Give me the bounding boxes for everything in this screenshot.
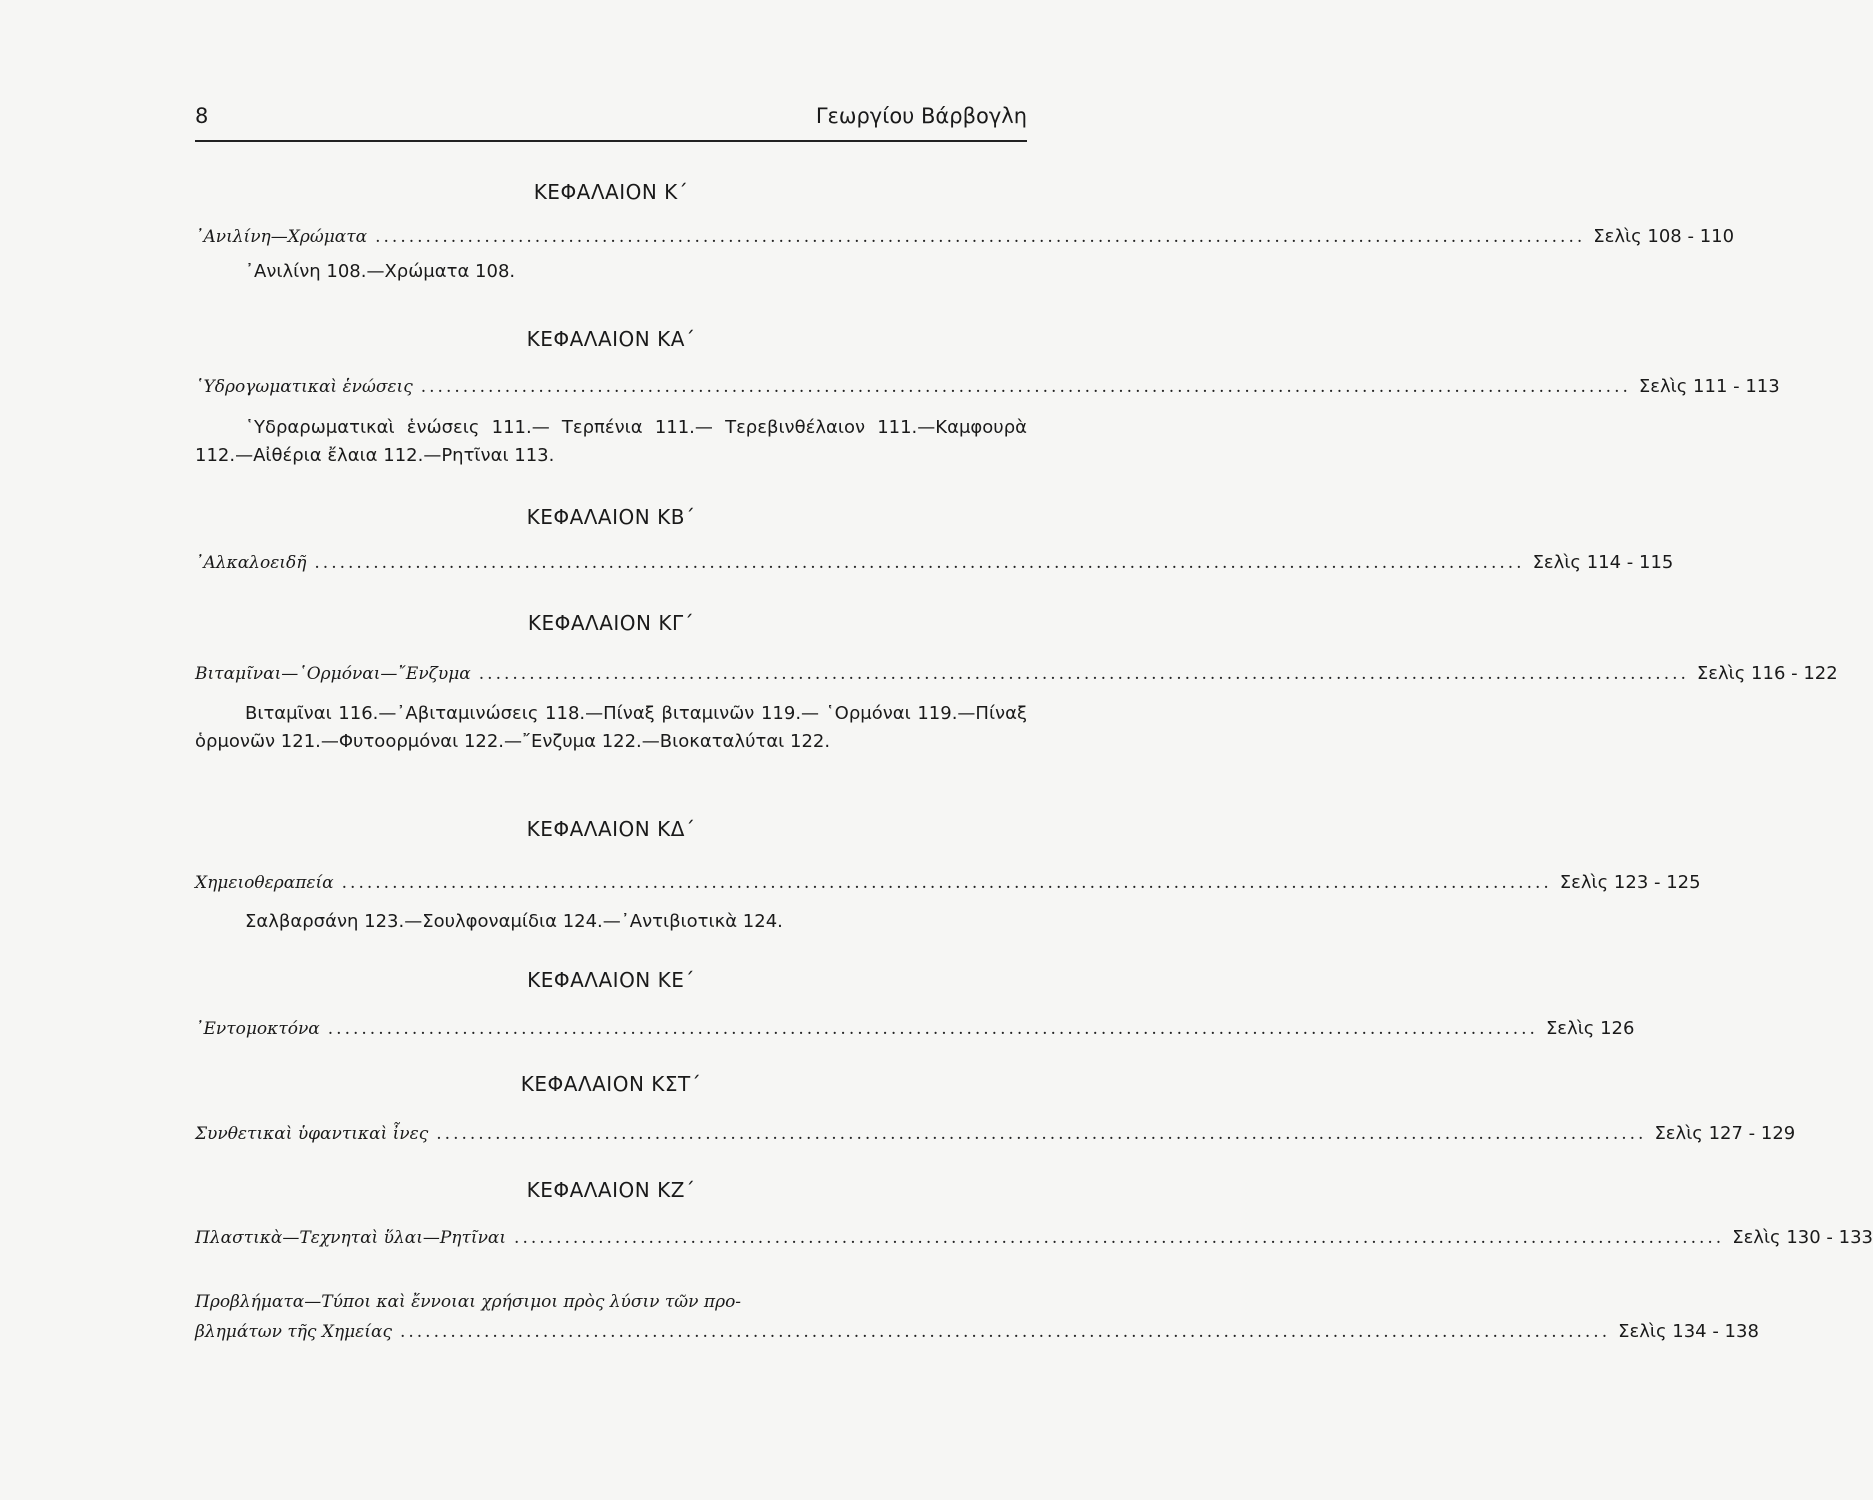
dot-leader: ................................................................................................................................................ (314, 553, 1525, 573)
toc-topic: Προβλήματα—Τύποι καὶ ἔννοιαι χρήσιμοι πρὸς λύσιν τῶν προ- (195, 1292, 742, 1312)
dot-leader: ................................................................................................................................................ (327, 1019, 1538, 1039)
toc-entry (195, 1321, 1759, 1342)
toc-entry (195, 226, 1735, 247)
toc-pages: Σελὶς 116 - 122 (1696, 663, 1838, 684)
toc-entry (195, 663, 1838, 684)
toc-subentries: ᾽Ανιλίνη 108.—Χρώματα 108. (245, 261, 516, 282)
toc-entry (195, 552, 1674, 573)
page-header (195, 104, 1027, 128)
toc-entry (195, 376, 1780, 397)
toc-entry (195, 1018, 1635, 1039)
chapter-heading: ΚΕΦΑΛΑΙΟΝ ΚΕ΄ (527, 968, 695, 992)
toc-pages: Σελὶς 126 (1545, 1018, 1635, 1039)
toc-subentries: Σαλβαρσάνη 123.—Σουλφοναμίδια 124.—᾽Αντιβιοτικὰ 124. (245, 911, 783, 932)
chapter-heading: ΚΕΦΑΛΑΙΟΝ ΚΒ΄ (526, 505, 696, 529)
toc-pages: Σελὶς 134 - 138 (1618, 1321, 1759, 1342)
toc-topic: ᾽Αλκαλοειδῆ (195, 553, 307, 573)
toc-subentries: ῾Υδραρωματικαὶ ἑνώσεις 111.— Τερπένια 111.— Τερεβινθέλαιον 111.—Καμφουρὰ 112.—Αἰθέρια ἔλαια 112.—Ρητῖναι 113. (195, 417, 1027, 466)
chapter-heading: ΚΕΦΑΛΑΙΟΝ ΚΔ΄ (526, 817, 696, 841)
header-rule (195, 140, 1027, 142)
chapter-heading: ΚΕΦΑΛΑΙΟΝ ΚΣΤ΄ (520, 1072, 702, 1096)
toc-pages: Σελὶς 127 - 129 (1654, 1123, 1796, 1144)
toc-subentries: Βιταμῖναι 116.—᾽Αβιταμινώσεις 118.—Πίναξ βιταμινῶν 119.— ῾Ορμόναι 119.—Πίναξ ὁρμονῶν 121.—Φυτοορμόναι 122.—῎Ενζυμα 122.—Βιοκαταλύται 122. (195, 703, 1027, 752)
chapter-heading: ΚΕΦΑΛΑΙΟΝ ΚΑ΄ (526, 327, 696, 351)
toc-topic: ῾Υδρογωματικαὶ ἑνώσεις (195, 377, 413, 397)
chapter-heading: ΚΕΦΑΛΑΙΟΝ ΚΖ΄ (526, 1178, 696, 1202)
toc-topic: ᾽Εντομοκτόνα (195, 1019, 320, 1039)
toc-pages: Σελὶς 123 - 125 (1559, 872, 1701, 893)
toc-topic: βλημάτων τῆς Χημείας (195, 1322, 392, 1342)
toc-topic: Πλαστικὰ—Τεχνηταὶ ὕλαι—Ρητῖναι (195, 1228, 507, 1248)
toc-topic: Χημειοθεραπεία (195, 873, 334, 893)
toc-entry (195, 1123, 1796, 1144)
dot-leader: ................................................................................................................................................ (420, 377, 1631, 397)
chapter-heading: ΚΕΦΑΛΑΙΟΝ Κ΄ (533, 180, 689, 204)
toc-topic: Βιταμῖναι—῾Ορμόναι—῎Ενζυμα (195, 664, 471, 684)
chapter-heading: ΚΕΦΑΛΑΙΟΝ ΚΓ΄ (527, 611, 695, 635)
dot-leader: ................................................................................................................................................ (399, 1322, 1611, 1342)
dot-leader: ................................................................................................................................................ (478, 664, 1689, 684)
page-number: 8 (195, 104, 209, 128)
dot-leader: ................................................................................................................................................ (375, 227, 1586, 247)
dot-leader: ................................................................................................................................................ (436, 1124, 1647, 1144)
dot-leader: ................................................................................................................................................ (341, 873, 1552, 893)
toc-entry (195, 1227, 1873, 1248)
author-name: Γεωργίου Βάρβογλη (815, 104, 1027, 128)
toc-pages: Σελὶς 130 - 133 (1732, 1227, 1873, 1248)
toc-pages: Σελὶς 111 - 113 (1638, 376, 1780, 397)
toc-topic: Συνθετικαὶ ὑφαντικαὶ ἶνες (195, 1124, 429, 1144)
toc-entry (195, 872, 1701, 893)
toc-topic: ᾽Ανιλίνη—Χρώματα (195, 227, 368, 247)
toc-pages: Σελὶς 108 - 110 (1593, 226, 1735, 247)
dot-leader: ................................................................................................................................................ (514, 1228, 1725, 1248)
toc-pages: Σελὶς 114 - 115 (1532, 552, 1674, 573)
